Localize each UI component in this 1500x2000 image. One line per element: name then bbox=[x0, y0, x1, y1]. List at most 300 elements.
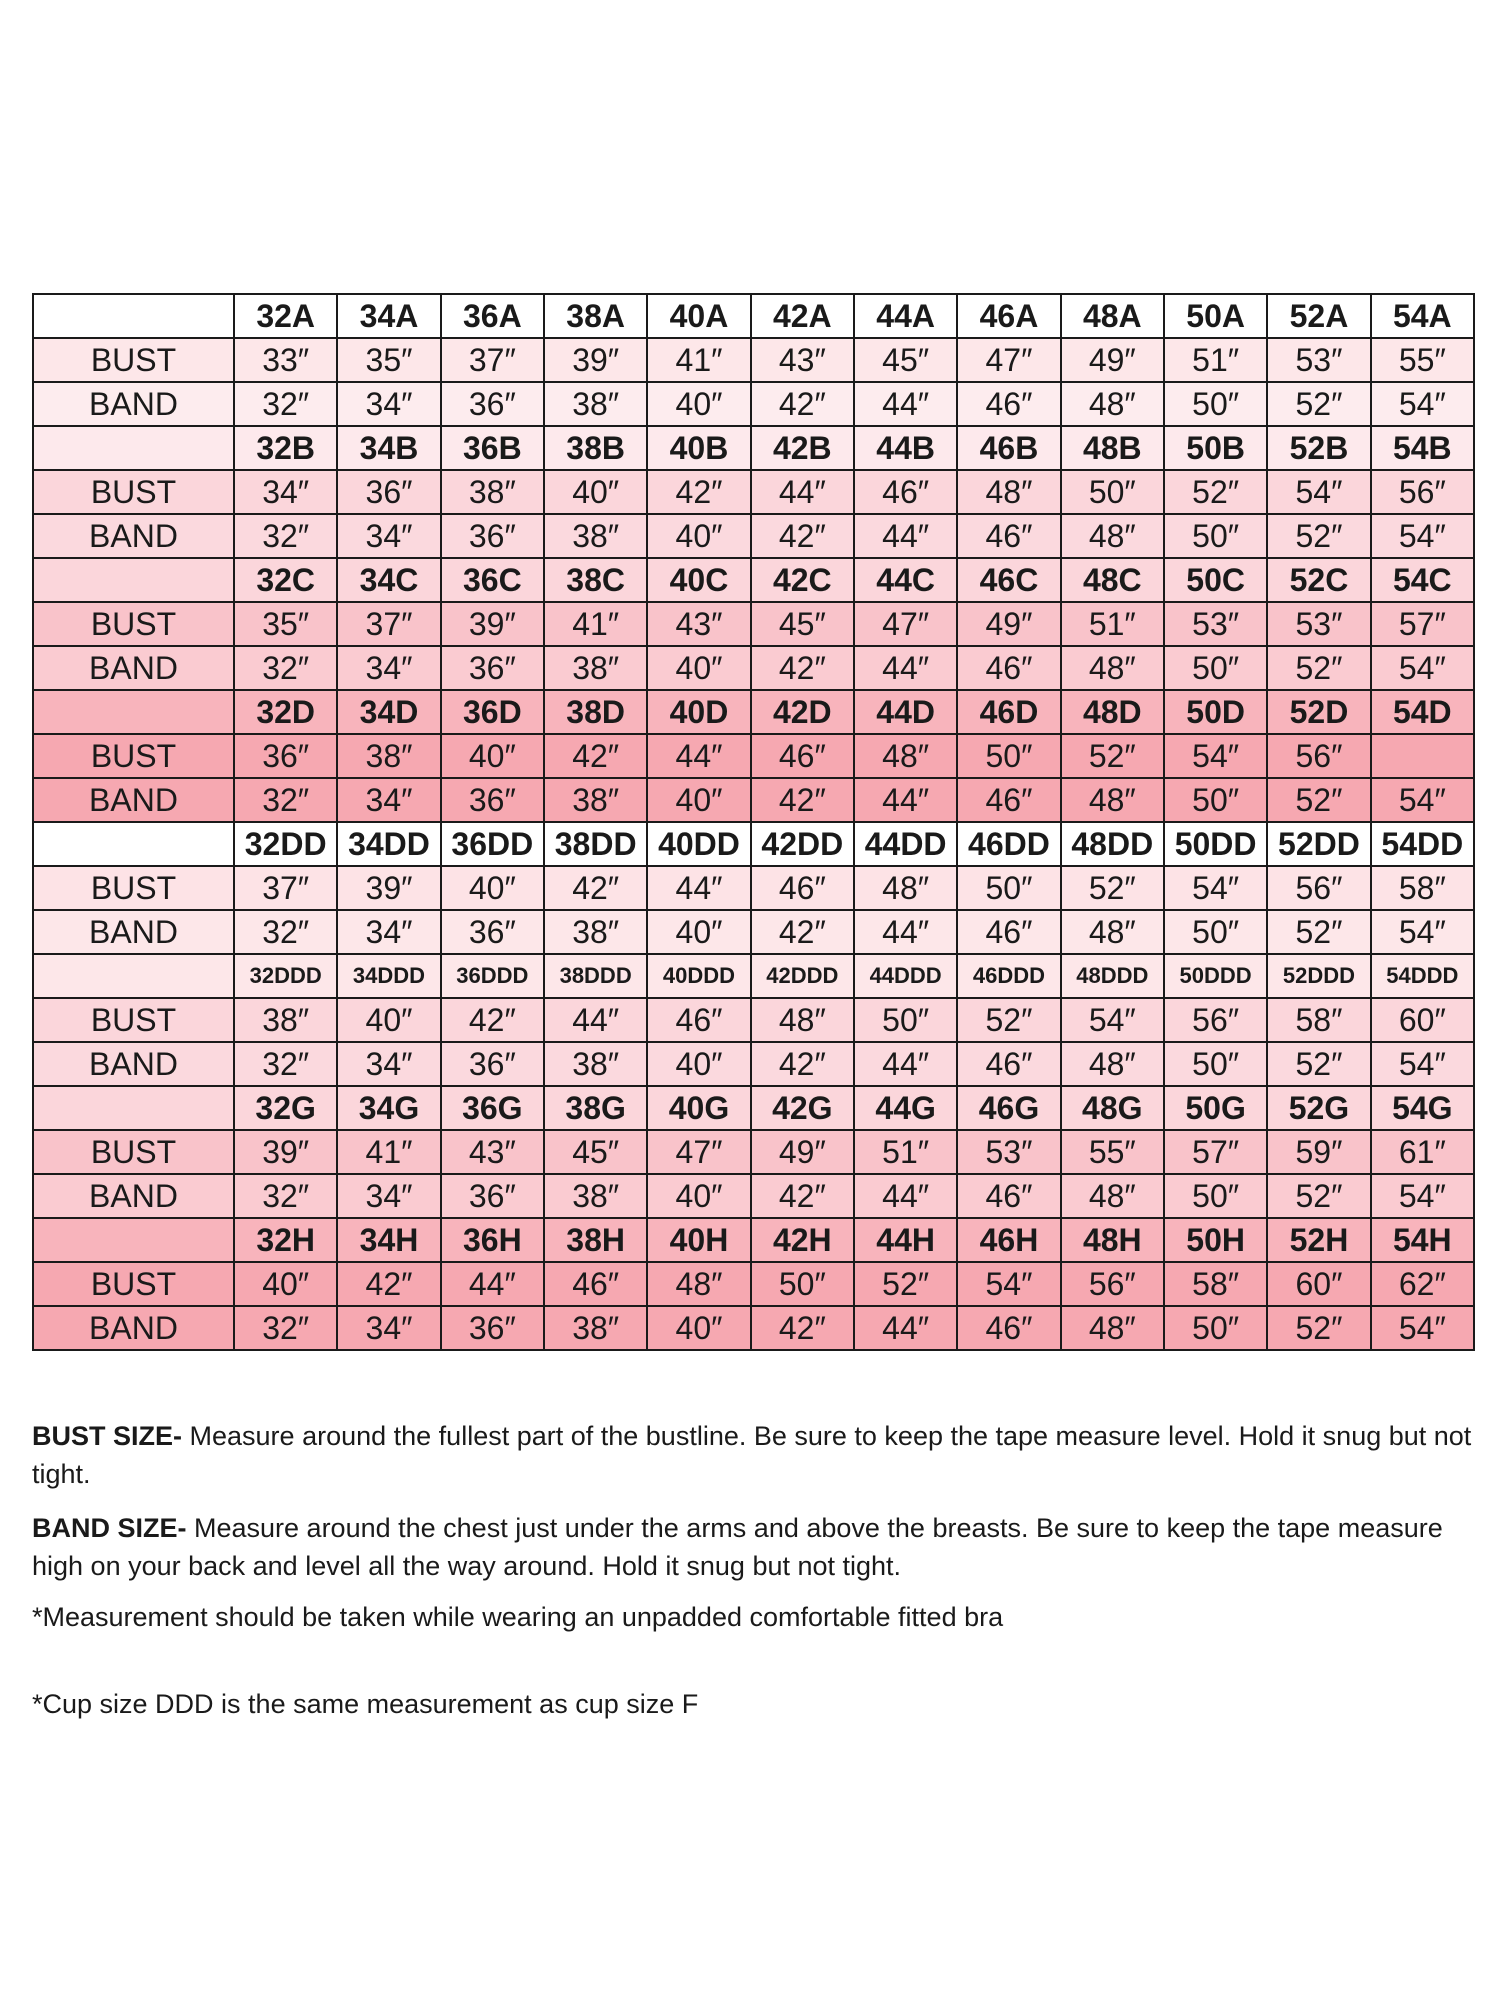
band-value-cell: 32″ bbox=[234, 1306, 337, 1350]
bust-size-note bbox=[32, 1417, 1472, 1493]
bust-value-cell: 39″ bbox=[441, 602, 544, 646]
bust-value-cell: 50″ bbox=[957, 734, 1060, 778]
bust-value-cell: 48″ bbox=[854, 734, 957, 778]
band-value-cell: 36″ bbox=[441, 778, 544, 822]
size-row-g-sizes bbox=[33, 1086, 1474, 1130]
band-value-cell: 54″ bbox=[1371, 910, 1474, 954]
size-cell: 32DD bbox=[234, 822, 337, 866]
size-cell: 38DD bbox=[544, 822, 647, 866]
bust-value-cell: 46″ bbox=[544, 1262, 647, 1306]
bust-value-cell: 45″ bbox=[854, 338, 957, 382]
band-value-cell: 52″ bbox=[1267, 1042, 1370, 1086]
band-value-cell: 38″ bbox=[544, 646, 647, 690]
band-value-cell: 44″ bbox=[854, 1042, 957, 1086]
size-cell: 32D bbox=[234, 690, 337, 734]
band-value-cell: 38″ bbox=[544, 514, 647, 558]
size-row-a-sizes bbox=[33, 294, 1474, 338]
band-value-cell: 50″ bbox=[1164, 1042, 1267, 1086]
size-row-a-bust bbox=[33, 338, 1474, 382]
bust-value-cell: 44″ bbox=[647, 866, 750, 910]
size-cell: 34DD bbox=[337, 822, 440, 866]
bust-value-cell: 49″ bbox=[751, 1130, 854, 1174]
row-label-band: BAND bbox=[33, 646, 234, 690]
band-value-cell: 40″ bbox=[647, 382, 750, 426]
bust-value-cell: 39″ bbox=[234, 1130, 337, 1174]
row-label-blank bbox=[33, 954, 234, 998]
size-cell: 34A bbox=[337, 294, 440, 338]
size-cell: 38C bbox=[544, 558, 647, 602]
bust-value-cell: 43″ bbox=[441, 1130, 544, 1174]
row-label-blank bbox=[33, 294, 234, 338]
band-value-cell: 54″ bbox=[1371, 1306, 1474, 1350]
bust-value-cell: 52″ bbox=[854, 1262, 957, 1306]
bust-value-cell: 48″ bbox=[957, 470, 1060, 514]
band-value-cell: 54″ bbox=[1371, 778, 1474, 822]
size-cell: 44C bbox=[854, 558, 957, 602]
size-cell: 34DDD bbox=[337, 954, 440, 998]
bust-value-cell: 48″ bbox=[751, 998, 854, 1042]
bust-value-cell: 46″ bbox=[854, 470, 957, 514]
band-value-cell: 52″ bbox=[1267, 1306, 1370, 1350]
bust-value-cell: 54″ bbox=[1164, 866, 1267, 910]
size-cell: 46B bbox=[957, 426, 1060, 470]
bra-size-table bbox=[32, 293, 1475, 1351]
size-row-g-bust bbox=[33, 1130, 1474, 1174]
size-cell: 50DDD bbox=[1164, 954, 1267, 998]
bust-value-cell: 59″ bbox=[1267, 1130, 1370, 1174]
size-cell: 50H bbox=[1164, 1218, 1267, 1262]
bust-value-cell: 46″ bbox=[751, 866, 854, 910]
band-size-text: Measure around the chest just under the arms and above the breasts. Be sure to keep the tape measure high on your back and level all the way around. Hold it snug but not tight. bbox=[32, 1513, 1443, 1581]
band-value-cell: 32″ bbox=[234, 778, 337, 822]
band-value-cell: 36″ bbox=[441, 1174, 544, 1218]
band-value-cell: 42″ bbox=[751, 514, 854, 558]
bust-value-cell: 48″ bbox=[647, 1262, 750, 1306]
band-value-cell: 32″ bbox=[234, 1042, 337, 1086]
band-value-cell: 40″ bbox=[647, 514, 750, 558]
size-cell: 36DD bbox=[441, 822, 544, 866]
size-cell: 32B bbox=[234, 426, 337, 470]
band-size-note bbox=[32, 1509, 1472, 1585]
bust-value-cell: 51″ bbox=[854, 1130, 957, 1174]
size-cell: 46H bbox=[957, 1218, 1060, 1262]
band-value-cell: 32″ bbox=[234, 646, 337, 690]
band-value-cell: 34″ bbox=[337, 514, 440, 558]
bust-value-cell: 42″ bbox=[544, 734, 647, 778]
size-cell: 40G bbox=[647, 1086, 750, 1130]
band-value-cell: 48″ bbox=[1061, 1174, 1164, 1218]
bust-value-cell: 33″ bbox=[234, 338, 337, 382]
band-value-cell: 50″ bbox=[1164, 382, 1267, 426]
band-value-cell: 38″ bbox=[544, 910, 647, 954]
size-cell: 52DD bbox=[1267, 822, 1370, 866]
size-cell: 50B bbox=[1164, 426, 1267, 470]
bust-value-cell: 50″ bbox=[957, 866, 1060, 910]
bust-value-cell: 57″ bbox=[1371, 602, 1474, 646]
band-value-cell: 52″ bbox=[1267, 1174, 1370, 1218]
size-cell: 40H bbox=[647, 1218, 750, 1262]
bust-value-cell: 54″ bbox=[1267, 470, 1370, 514]
size-cell: 50G bbox=[1164, 1086, 1267, 1130]
band-value-cell: 40″ bbox=[647, 1174, 750, 1218]
size-cell: 34H bbox=[337, 1218, 440, 1262]
size-cell: 44D bbox=[854, 690, 957, 734]
band-value-cell: 40″ bbox=[647, 646, 750, 690]
size-cell: 42B bbox=[751, 426, 854, 470]
size-cell: 52B bbox=[1267, 426, 1370, 470]
band-value-cell: 36″ bbox=[441, 910, 544, 954]
bust-value-cell: 50″ bbox=[1061, 470, 1164, 514]
band-value-cell: 36″ bbox=[441, 382, 544, 426]
row-label-blank bbox=[33, 822, 234, 866]
size-cell: 48G bbox=[1061, 1086, 1164, 1130]
size-cell: 36D bbox=[441, 690, 544, 734]
size-cell: 44G bbox=[854, 1086, 957, 1130]
size-row-b-sizes bbox=[33, 426, 1474, 470]
size-row-ddd-sizes bbox=[33, 954, 1474, 998]
row-label-bust: BUST bbox=[33, 866, 234, 910]
row-label-band: BAND bbox=[33, 910, 234, 954]
bust-value-cell: 62″ bbox=[1371, 1262, 1474, 1306]
size-row-dd-band bbox=[33, 910, 1474, 954]
size-cell: 38DDD bbox=[544, 954, 647, 998]
row-label-band: BAND bbox=[33, 778, 234, 822]
band-value-cell: 46″ bbox=[957, 1306, 1060, 1350]
band-value-cell: 52″ bbox=[1267, 382, 1370, 426]
band-value-cell: 48″ bbox=[1061, 514, 1164, 558]
size-cell: 36C bbox=[441, 558, 544, 602]
band-value-cell: 50″ bbox=[1164, 514, 1267, 558]
band-value-cell: 34″ bbox=[337, 1174, 440, 1218]
band-value-cell: 54″ bbox=[1371, 646, 1474, 690]
band-value-cell: 42″ bbox=[751, 910, 854, 954]
bust-value-cell: 54″ bbox=[1164, 734, 1267, 778]
size-cell: 38A bbox=[544, 294, 647, 338]
bust-value-cell: 50″ bbox=[751, 1262, 854, 1306]
band-value-cell: 36″ bbox=[441, 646, 544, 690]
size-cell: 32G bbox=[234, 1086, 337, 1130]
row-label-blank bbox=[33, 558, 234, 602]
band-value-cell: 50″ bbox=[1164, 1306, 1267, 1350]
size-cell: 52DDD bbox=[1267, 954, 1370, 998]
size-cell: 40DDD bbox=[647, 954, 750, 998]
size-cell: 32DDD bbox=[234, 954, 337, 998]
bust-value-cell: 42″ bbox=[647, 470, 750, 514]
bust-value-cell: 52″ bbox=[1164, 470, 1267, 514]
bust-value-cell: 45″ bbox=[751, 602, 854, 646]
band-value-cell: 42″ bbox=[751, 1174, 854, 1218]
bust-value-cell: 43″ bbox=[751, 338, 854, 382]
band-value-cell: 50″ bbox=[1164, 778, 1267, 822]
bust-size-term: BUST SIZE- bbox=[32, 1421, 183, 1451]
size-cell: 40D bbox=[647, 690, 750, 734]
bust-value-cell: 40″ bbox=[441, 734, 544, 778]
bust-value-cell: 61″ bbox=[1371, 1130, 1474, 1174]
bust-value-cell: 47″ bbox=[854, 602, 957, 646]
band-value-cell: 46″ bbox=[957, 910, 1060, 954]
size-cell: 52A bbox=[1267, 294, 1370, 338]
bust-value-cell: 41″ bbox=[647, 338, 750, 382]
band-value-cell: 54″ bbox=[1371, 1042, 1474, 1086]
bust-value-cell: 39″ bbox=[337, 866, 440, 910]
size-cell: 46D bbox=[957, 690, 1060, 734]
bust-value-cell: 46″ bbox=[751, 734, 854, 778]
size-cell: 42D bbox=[751, 690, 854, 734]
band-value-cell: 38″ bbox=[544, 1306, 647, 1350]
size-cell: 36DDD bbox=[441, 954, 544, 998]
size-cell: 36H bbox=[441, 1218, 544, 1262]
band-value-cell: 40″ bbox=[647, 1042, 750, 1086]
band-value-cell: 48″ bbox=[1061, 910, 1164, 954]
bust-value-cell: 56″ bbox=[1164, 998, 1267, 1042]
size-row-d-band bbox=[33, 778, 1474, 822]
bust-value-cell: 44″ bbox=[647, 734, 750, 778]
bust-value-cell: 48″ bbox=[854, 866, 957, 910]
band-value-cell: 34″ bbox=[337, 778, 440, 822]
band-value-cell: 48″ bbox=[1061, 1042, 1164, 1086]
band-value-cell: 44″ bbox=[854, 514, 957, 558]
band-value-cell: 52″ bbox=[1267, 778, 1370, 822]
band-value-cell: 50″ bbox=[1164, 646, 1267, 690]
row-label-blank bbox=[33, 1218, 234, 1262]
band-value-cell: 32″ bbox=[234, 910, 337, 954]
bust-value-cell: 58″ bbox=[1267, 998, 1370, 1042]
band-value-cell: 52″ bbox=[1267, 514, 1370, 558]
bust-value-cell: 58″ bbox=[1371, 866, 1474, 910]
bust-value-cell: 52″ bbox=[1061, 866, 1164, 910]
bust-value-cell: 60″ bbox=[1267, 1262, 1370, 1306]
size-cell: 54A bbox=[1371, 294, 1474, 338]
size-cell: 54DD bbox=[1371, 822, 1474, 866]
bust-value-cell: 52″ bbox=[957, 998, 1060, 1042]
row-label-band: BAND bbox=[33, 514, 234, 558]
bust-value-cell: 40″ bbox=[234, 1262, 337, 1306]
bust-value-cell: 57″ bbox=[1164, 1130, 1267, 1174]
size-cell: 40DD bbox=[647, 822, 750, 866]
band-value-cell: 50″ bbox=[1164, 910, 1267, 954]
size-row-c-bust bbox=[33, 602, 1474, 646]
bust-value-cell: 35″ bbox=[234, 602, 337, 646]
size-cell: 46DD bbox=[957, 822, 1060, 866]
bust-value-cell: 55″ bbox=[1061, 1130, 1164, 1174]
size-cell: 54G bbox=[1371, 1086, 1474, 1130]
band-value-cell: 34″ bbox=[337, 382, 440, 426]
size-cell: 42H bbox=[751, 1218, 854, 1262]
band-value-cell: 52″ bbox=[1267, 910, 1370, 954]
band-value-cell: 44″ bbox=[854, 646, 957, 690]
bust-value-cell: 36″ bbox=[234, 734, 337, 778]
bust-value-cell: 49″ bbox=[1061, 338, 1164, 382]
size-cell: 34G bbox=[337, 1086, 440, 1130]
bust-value-cell: 60″ bbox=[1371, 998, 1474, 1042]
band-size-term: BAND SIZE- bbox=[32, 1513, 187, 1543]
size-row-b-bust bbox=[33, 470, 1474, 514]
size-cell: 52H bbox=[1267, 1218, 1370, 1262]
band-value-cell: 46″ bbox=[957, 646, 1060, 690]
band-value-cell: 44″ bbox=[854, 382, 957, 426]
bust-value-cell: 56″ bbox=[1371, 470, 1474, 514]
size-cell: 46A bbox=[957, 294, 1060, 338]
bust-value-cell: 51″ bbox=[1164, 338, 1267, 382]
row-label-blank bbox=[33, 690, 234, 734]
row-label-blank bbox=[33, 1086, 234, 1130]
size-cell: 54D bbox=[1371, 690, 1474, 734]
bust-value-cell: 40″ bbox=[544, 470, 647, 514]
band-value-cell: 54″ bbox=[1371, 1174, 1474, 1218]
size-cell: 42DDD bbox=[751, 954, 854, 998]
bust-value-cell: 42″ bbox=[441, 998, 544, 1042]
band-value-cell: 44″ bbox=[854, 1306, 957, 1350]
size-cell: 36G bbox=[441, 1086, 544, 1130]
size-cell: 32H bbox=[234, 1218, 337, 1262]
bust-value-cell: 41″ bbox=[544, 602, 647, 646]
bust-value-cell: 43″ bbox=[647, 602, 750, 646]
bust-value-cell: 38″ bbox=[441, 470, 544, 514]
bust-value-cell: 58″ bbox=[1164, 1262, 1267, 1306]
band-value-cell: 42″ bbox=[751, 1306, 854, 1350]
bust-value-cell: 44″ bbox=[441, 1262, 544, 1306]
band-value-cell: 46″ bbox=[957, 1174, 1060, 1218]
band-value-cell: 42″ bbox=[751, 382, 854, 426]
band-value-cell: 34″ bbox=[337, 1306, 440, 1350]
size-row-ddd-band bbox=[33, 1042, 1474, 1086]
size-cell: 40C bbox=[647, 558, 750, 602]
bust-value-cell: 47″ bbox=[647, 1130, 750, 1174]
band-value-cell: 38″ bbox=[544, 778, 647, 822]
size-cell: 44H bbox=[854, 1218, 957, 1262]
size-cell: 48DDD bbox=[1061, 954, 1164, 998]
size-cell: 48B bbox=[1061, 426, 1164, 470]
size-row-h-band bbox=[33, 1306, 1474, 1350]
bust-value-cell: 37″ bbox=[441, 338, 544, 382]
size-cell: 36B bbox=[441, 426, 544, 470]
band-value-cell: 48″ bbox=[1061, 382, 1164, 426]
bust-value-cell: 54″ bbox=[1061, 998, 1164, 1042]
bust-value-cell: 53″ bbox=[1164, 602, 1267, 646]
size-cell: 52G bbox=[1267, 1086, 1370, 1130]
size-cell: 34D bbox=[337, 690, 440, 734]
band-value-cell: 38″ bbox=[544, 1174, 647, 1218]
size-cell: 48H bbox=[1061, 1218, 1164, 1262]
size-cell: 46DDD bbox=[957, 954, 1060, 998]
band-value-cell: 40″ bbox=[647, 910, 750, 954]
bust-value-cell: 47″ bbox=[957, 338, 1060, 382]
row-label-band: BAND bbox=[33, 1042, 234, 1086]
size-cell: 54H bbox=[1371, 1218, 1474, 1262]
row-label-bust: BUST bbox=[33, 602, 234, 646]
bust-value-cell: 44″ bbox=[544, 998, 647, 1042]
bust-size-text: Measure around the fullest part of the bustline. Be sure to keep the tape measure level. Hold it snug but not tight. bbox=[32, 1421, 1472, 1489]
bust-value-cell: 56″ bbox=[1061, 1262, 1164, 1306]
size-cell: 42G bbox=[751, 1086, 854, 1130]
size-cell: 48A bbox=[1061, 294, 1164, 338]
bust-value-cell: 36″ bbox=[337, 470, 440, 514]
bust-value-cell: 53″ bbox=[1267, 602, 1370, 646]
row-label-bust: BUST bbox=[33, 470, 234, 514]
bust-value-cell: 41″ bbox=[337, 1130, 440, 1174]
bust-value-cell bbox=[1371, 734, 1474, 778]
band-value-cell: 44″ bbox=[854, 910, 957, 954]
size-cell: 40A bbox=[647, 294, 750, 338]
size-row-c-sizes bbox=[33, 558, 1474, 602]
bust-value-cell: 38″ bbox=[234, 998, 337, 1042]
bust-value-cell: 42″ bbox=[544, 866, 647, 910]
band-value-cell: 34″ bbox=[337, 910, 440, 954]
row-label-bust: BUST bbox=[33, 998, 234, 1042]
size-cell: 44DDD bbox=[854, 954, 957, 998]
row-label-blank bbox=[33, 426, 234, 470]
bust-value-cell: 53″ bbox=[957, 1130, 1060, 1174]
bust-value-cell: 34″ bbox=[234, 470, 337, 514]
band-value-cell: 32″ bbox=[234, 1174, 337, 1218]
size-cell: 32C bbox=[234, 558, 337, 602]
bust-value-cell: 37″ bbox=[337, 602, 440, 646]
size-cell: 46G bbox=[957, 1086, 1060, 1130]
band-value-cell: 42″ bbox=[751, 1042, 854, 1086]
size-cell: 38G bbox=[544, 1086, 647, 1130]
bust-value-cell: 56″ bbox=[1267, 866, 1370, 910]
size-row-b-band bbox=[33, 514, 1474, 558]
band-value-cell: 48″ bbox=[1061, 1306, 1164, 1350]
bust-value-cell: 45″ bbox=[544, 1130, 647, 1174]
band-value-cell: 54″ bbox=[1371, 382, 1474, 426]
size-cell: 48D bbox=[1061, 690, 1164, 734]
size-row-c-band bbox=[33, 646, 1474, 690]
band-value-cell: 34″ bbox=[337, 1042, 440, 1086]
bust-value-cell: 37″ bbox=[234, 866, 337, 910]
band-value-cell: 46″ bbox=[957, 514, 1060, 558]
band-value-cell: 32″ bbox=[234, 514, 337, 558]
size-cell: 42C bbox=[751, 558, 854, 602]
size-cell: 34B bbox=[337, 426, 440, 470]
size-cell: 52C bbox=[1267, 558, 1370, 602]
bust-value-cell: 40″ bbox=[337, 998, 440, 1042]
bust-value-cell: 50″ bbox=[854, 998, 957, 1042]
measurement-note: *Measurement should be taken while wearing an unpadded comfortable fitted bra bbox=[32, 1602, 1004, 1632]
cup-ddd-note: *Cup size DDD is the same measurement as cup size F bbox=[32, 1689, 699, 1719]
size-row-dd-sizes bbox=[33, 822, 1474, 866]
size-cell: 50DD bbox=[1164, 822, 1267, 866]
band-value-cell: 44″ bbox=[854, 1174, 957, 1218]
bust-value-cell: 56″ bbox=[1267, 734, 1370, 778]
size-cell: 48DD bbox=[1061, 822, 1164, 866]
bust-value-cell: 52″ bbox=[1061, 734, 1164, 778]
band-value-cell: 42″ bbox=[751, 646, 854, 690]
size-row-h-sizes bbox=[33, 1218, 1474, 1262]
bust-value-cell: 38″ bbox=[337, 734, 440, 778]
band-value-cell: 34″ bbox=[337, 646, 440, 690]
size-row-ddd-bust bbox=[33, 998, 1474, 1042]
row-label-bust: BUST bbox=[33, 734, 234, 778]
band-value-cell: 42″ bbox=[751, 778, 854, 822]
bust-value-cell: 39″ bbox=[544, 338, 647, 382]
size-cell: 44A bbox=[854, 294, 957, 338]
row-label-band: BAND bbox=[33, 382, 234, 426]
size-cell: 36A bbox=[441, 294, 544, 338]
size-row-a-band bbox=[33, 382, 1474, 426]
bust-value-cell: 46″ bbox=[647, 998, 750, 1042]
size-cell: 52D bbox=[1267, 690, 1370, 734]
bust-value-cell: 55″ bbox=[1371, 338, 1474, 382]
band-value-cell: 54″ bbox=[1371, 514, 1474, 558]
band-value-cell: 40″ bbox=[647, 778, 750, 822]
row-label-bust: BUST bbox=[33, 1262, 234, 1306]
size-cell: 32A bbox=[234, 294, 337, 338]
row-label-bust: BUST bbox=[33, 1130, 234, 1174]
size-row-d-bust bbox=[33, 734, 1474, 778]
bust-value-cell: 42″ bbox=[337, 1262, 440, 1306]
size-cell: 42A bbox=[751, 294, 854, 338]
